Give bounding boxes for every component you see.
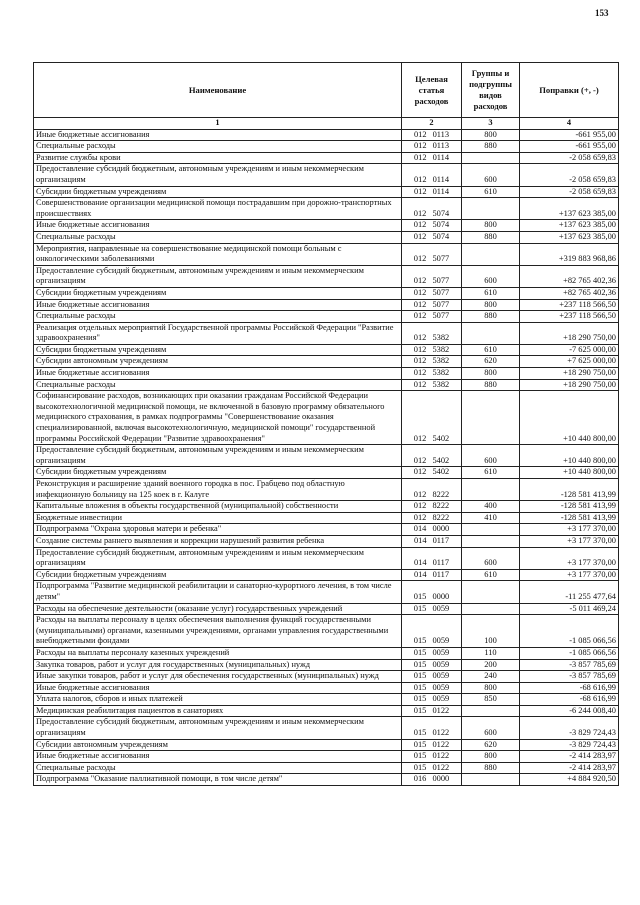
row-expense-group: 600 [462,164,520,186]
row-expense-group: 880 [462,762,520,774]
row-name: Субсидии бюджетным учреждениям [34,467,402,479]
row-expense-group [462,705,520,717]
row-amendment: -128 581 413,99 [520,501,619,513]
table-row [34,774,619,786]
row-amendment: -661 955,00 [520,141,619,153]
row-target-article: 015 0122 [402,751,462,763]
row-expense-group: 800 [462,751,520,763]
row-target-article: 012 5382 [402,379,462,391]
table-row [34,186,619,198]
row-target-article: 015 0059 [402,671,462,683]
row-expense-group: 620 [462,356,520,368]
row-target-article: 012 5074 [402,231,462,243]
row-target-article: 012 5382 [402,356,462,368]
row-name: Расходы на выплаты персоналу казенных учреждений [34,647,402,659]
row-name: Субсидии бюджетным учреждениям [34,569,402,581]
table-row [34,739,619,751]
header-target-article: Целевая статья расходов [402,63,462,118]
row-target-article: 015 0122 [402,762,462,774]
row-expense-group: 600 [462,445,520,467]
row-name: Иные бюджетные ассигнования [34,368,402,380]
row-name: Уплата налогов, сборов и иных платежей [34,694,402,706]
row-target-article: 015 0059 [402,615,462,648]
table-row [34,379,619,391]
row-target-article: 012 5074 [402,220,462,232]
row-expense-group: 100 [462,615,520,648]
row-name: Специальные расходы [34,762,402,774]
row-expense-group [462,603,520,615]
row-target-article: 012 5402 [402,445,462,467]
row-name: Специальные расходы [34,141,402,153]
row-target-article: 012 0114 [402,164,462,186]
row-target-article: 015 0059 [402,603,462,615]
row-amendment: +18 290 750,00 [520,379,619,391]
row-name: Расходы на обеспечение деятельности (оказание услуг) государственных учреждений [34,603,402,615]
row-name: Иные бюджетные ассигнования [34,220,402,232]
row-amendment: +4 884 920,50 [520,774,619,786]
row-amendment: +7 625 000,00 [520,356,619,368]
row-amendment: -3 857 785,69 [520,659,619,671]
row-target-article: 012 0114 [402,186,462,198]
row-name: Субсидии бюджетным учреждениям [34,287,402,299]
row-target-article: 014 0117 [402,569,462,581]
table-row [34,129,619,141]
row-target-article: 015 0059 [402,694,462,706]
table-row [34,705,619,717]
row-expense-group: 240 [462,671,520,683]
table-row [34,141,619,153]
row-name: Создание системы раннего выявления и коррекции нарушений развития ребенка [34,535,402,547]
row-name: Подпрограмма "Оказание паллиативной помощи, в том числе детям" [34,774,402,786]
table-row [34,467,619,479]
row-target-article: 014 0000 [402,524,462,536]
row-amendment: +10 440 800,00 [520,445,619,467]
header-row [34,63,619,118]
table-row [34,535,619,547]
row-name: Бюджетные инвестиции [34,512,402,524]
row-amendment: +319 883 968,86 [520,243,619,265]
row-amendment: -1 085 066,56 [520,647,619,659]
row-name: Иные бюджетные ассигнования [34,299,402,311]
row-expense-group: 410 [462,512,520,524]
row-amendment: -2 058 659,83 [520,152,619,164]
row-expense-group [462,535,520,547]
column-number: 1 [34,118,402,130]
row-expense-group: 850 [462,694,520,706]
row-expense-group: 880 [462,231,520,243]
row-name: Развитие службы крови [34,152,402,164]
table-row [34,547,619,569]
row-amendment: -128 581 413,99 [520,512,619,524]
row-amendment: +3 177 370,00 [520,569,619,581]
row-name: Субсидии автономным учреждениям [34,356,402,368]
table-row [34,479,619,501]
row-name: Закупка товаров, работ и услуг для государственных (муниципальных) нужд [34,659,402,671]
row-amendment: -2 414 283,97 [520,762,619,774]
row-amendment: +137 623 385,00 [520,231,619,243]
row-expense-group: 800 [462,682,520,694]
row-amendment: +3 177 370,00 [520,547,619,569]
row-name: Предоставление субсидий бюджетным, автономным учреждениям и иным некоммерческим организациям [34,547,402,569]
row-amendment: +10 440 800,00 [520,467,619,479]
row-amendment: -7 625 000,00 [520,344,619,356]
row-name: Иные бюджетные ассигнования [34,682,402,694]
row-target-article: 012 8222 [402,512,462,524]
row-expense-group [462,243,520,265]
column-number: 4 [520,118,619,130]
row-amendment: -661 955,00 [520,129,619,141]
row-target-article: 012 8222 [402,479,462,501]
row-target-article: 012 5077 [402,243,462,265]
row-name: Реализация отдельных мероприятий Государственной программы Российской Федерации "Развитие здравоохранения" [34,322,402,344]
row-amendment: -2 058 659,83 [520,186,619,198]
table-row [34,603,619,615]
row-name: Иные бюджетные ассигнования [34,751,402,763]
row-expense-group: 800 [462,368,520,380]
row-amendment: -3 857 785,69 [520,671,619,683]
row-expense-group: 800 [462,299,520,311]
table-row [34,356,619,368]
row-amendment: -11 255 477,64 [520,581,619,603]
table-row [34,322,619,344]
row-amendment: +237 118 566,50 [520,299,619,311]
header-name: Наименование [34,63,402,118]
table-row [34,152,619,164]
row-amendment: -68 616,99 [520,682,619,694]
row-target-article: 012 5382 [402,322,462,344]
row-target-article: 012 0114 [402,152,462,164]
row-amendment: +137 623 385,00 [520,220,619,232]
row-target-article: 012 5077 [402,311,462,323]
row-target-article: 016 0000 [402,774,462,786]
row-amendment: -128 581 413,99 [520,479,619,501]
row-name: Предоставление субсидий бюджетным, автономным учреждениям и иным некоммерческим организациям [34,717,402,739]
row-target-article: 012 5402 [402,467,462,479]
row-name: Капитальные вложения в объекты государственной (муниципальной) собственности [34,501,402,513]
row-amendment: +3 177 370,00 [520,535,619,547]
row-target-article: 012 5382 [402,368,462,380]
row-target-article: 012 0113 [402,129,462,141]
row-target-article: 012 5077 [402,265,462,287]
row-name: Субсидии автономным учреждениям [34,739,402,751]
budget-amendments-table [33,62,619,786]
column-number: 3 [462,118,520,130]
row-name: Мероприятия, направленные на совершенствование медицинской помощи больным с онкологическими заболеваниями [34,243,402,265]
row-name: Специальные расходы [34,379,402,391]
row-expense-group: 620 [462,739,520,751]
row-target-article: 015 0059 [402,647,462,659]
row-amendment: -2 414 283,97 [520,751,619,763]
row-expense-group: 600 [462,717,520,739]
row-expense-group: 880 [462,311,520,323]
row-target-article: 015 0122 [402,739,462,751]
row-amendment: -6 244 008,40 [520,705,619,717]
row-target-article: 012 5382 [402,344,462,356]
row-target-article: 015 0059 [402,659,462,671]
row-expense-group [462,774,520,786]
row-amendment: +18 290 750,00 [520,322,619,344]
row-target-article: 015 0059 [402,682,462,694]
row-expense-group: 610 [462,569,520,581]
table-row [34,569,619,581]
row-target-article: 015 0122 [402,717,462,739]
row-amendment: +137 623 385,00 [520,198,619,220]
row-amendment: +82 765 402,36 [520,287,619,299]
row-name: Подпрограмма "Развитие медицинской реабилитации и санаторно-курортного лечения, в том числе детям" [34,581,402,603]
table-row [34,615,619,648]
page-number: 153 [595,8,609,18]
row-target-article: 012 5077 [402,299,462,311]
row-target-article: 014 0117 [402,547,462,569]
row-expense-group: 610 [462,186,520,198]
row-amendment: -3 829 724,43 [520,717,619,739]
row-name: Подпрограмма "Охрана здоровья матери и ребенка" [34,524,402,536]
row-amendment: +10 440 800,00 [520,391,619,445]
table-row [34,751,619,763]
row-amendment: -68 616,99 [520,694,619,706]
table-row [34,524,619,536]
table-row [34,311,619,323]
row-expense-group [462,479,520,501]
row-amendment: -5 011 469,24 [520,603,619,615]
row-amendment: -1 085 066,56 [520,615,619,648]
row-name: Расходы на выплаты персоналу в целях обеспечения выполнения функций государственными (муниципальными) органами, казенными учреждениями, органами управления государственными внебюджетными фондами [34,615,402,648]
table-row [34,287,619,299]
row-name: Иные бюджетные ассигнования [34,129,402,141]
row-target-article: 012 5077 [402,287,462,299]
row-expense-group [462,391,520,445]
table-row [34,671,619,683]
table-row [34,694,619,706]
table-row [34,299,619,311]
row-expense-group [462,581,520,603]
row-name: Предоставление субсидий бюджетным, автономным учреждениям и иным некоммерческим организациям [34,164,402,186]
row-expense-group [462,198,520,220]
row-name: Субсидии бюджетным учреждениям [34,186,402,198]
row-target-article: 014 0117 [402,535,462,547]
row-target-article: 012 5074 [402,198,462,220]
header-expense-groups: Группы и подгруппы видов расходов [462,63,520,118]
table-row [34,659,619,671]
header-amendments: Поправки (+, -) [520,63,619,118]
table-row [34,164,619,186]
row-name: Софинансирование расходов, возникающих при оказании гражданам Российской Федерации высокотехнологичной медицинской помощи, не включенной в базовую программу обязательного медицинского страхования, в рамках подпрограммы "Совершенствование оказания специализированной, включая высокотехнологичную, медицинской помощи" государственной программы Российской Федерации "Развитие здравоохранения" [34,391,402,445]
row-expense-group: 200 [462,659,520,671]
row-expense-group: 610 [462,287,520,299]
row-name: Предоставление субсидий бюджетным, автономным учреждениям и иным некоммерческим организациям [34,265,402,287]
row-expense-group: 800 [462,129,520,141]
table-row [34,368,619,380]
row-expense-group: 400 [462,501,520,513]
row-target-article: 012 8222 [402,501,462,513]
row-name: Иные закупки товаров, работ и услуг для обеспечения государственных (муниципальных) нужд [34,671,402,683]
row-name: Медицинская реабилитация пациентов в санаториях [34,705,402,717]
row-expense-group: 880 [462,379,520,391]
row-name: Специальные расходы [34,311,402,323]
row-expense-group: 610 [462,467,520,479]
table-row [34,265,619,287]
row-amendment: +82 765 402,36 [520,265,619,287]
table-row [34,717,619,739]
row-target-article: 012 0113 [402,141,462,153]
row-name: Специальные расходы [34,231,402,243]
table-row [34,512,619,524]
table-row [34,391,619,445]
column-number-row [34,118,619,130]
row-name: Субсидии бюджетным учреждениям [34,344,402,356]
row-expense-group [462,152,520,164]
row-name: Реконструкция и расширение зданий военного городка в пос. Грабцево под областную инфекционную больницу на 125 коек в г. Калуге [34,479,402,501]
table-row [34,682,619,694]
row-expense-group: 600 [462,265,520,287]
row-target-article: 015 0000 [402,581,462,603]
table-body [34,129,619,785]
table-row [34,501,619,513]
table-row [34,243,619,265]
row-amendment: +18 290 750,00 [520,368,619,380]
row-expense-group: 110 [462,647,520,659]
table-row [34,231,619,243]
table-row [34,198,619,220]
row-amendment: +237 118 566,50 [520,311,619,323]
row-amendment: -2 058 659,83 [520,164,619,186]
table-row [34,445,619,467]
row-name: Предоставление субсидий бюджетным, автономным учреждениям и иным некоммерческим организациям [34,445,402,467]
row-amendment: -3 829 724,43 [520,739,619,751]
row-expense-group: 800 [462,220,520,232]
row-expense-group [462,322,520,344]
table-row [34,762,619,774]
row-expense-group: 610 [462,344,520,356]
row-expense-group: 600 [462,547,520,569]
table-row [34,647,619,659]
column-number: 2 [402,118,462,130]
row-name: Совершенствование организации медицинской помощи пострадавшим при дорожно-транспортных происшествиях [34,198,402,220]
row-target-article: 015 0122 [402,705,462,717]
table-row [34,344,619,356]
row-expense-group: 880 [462,141,520,153]
row-amendment: +3 177 370,00 [520,524,619,536]
table-row [34,581,619,603]
row-expense-group [462,524,520,536]
row-target-article: 012 5402 [402,391,462,445]
table-row [34,220,619,232]
